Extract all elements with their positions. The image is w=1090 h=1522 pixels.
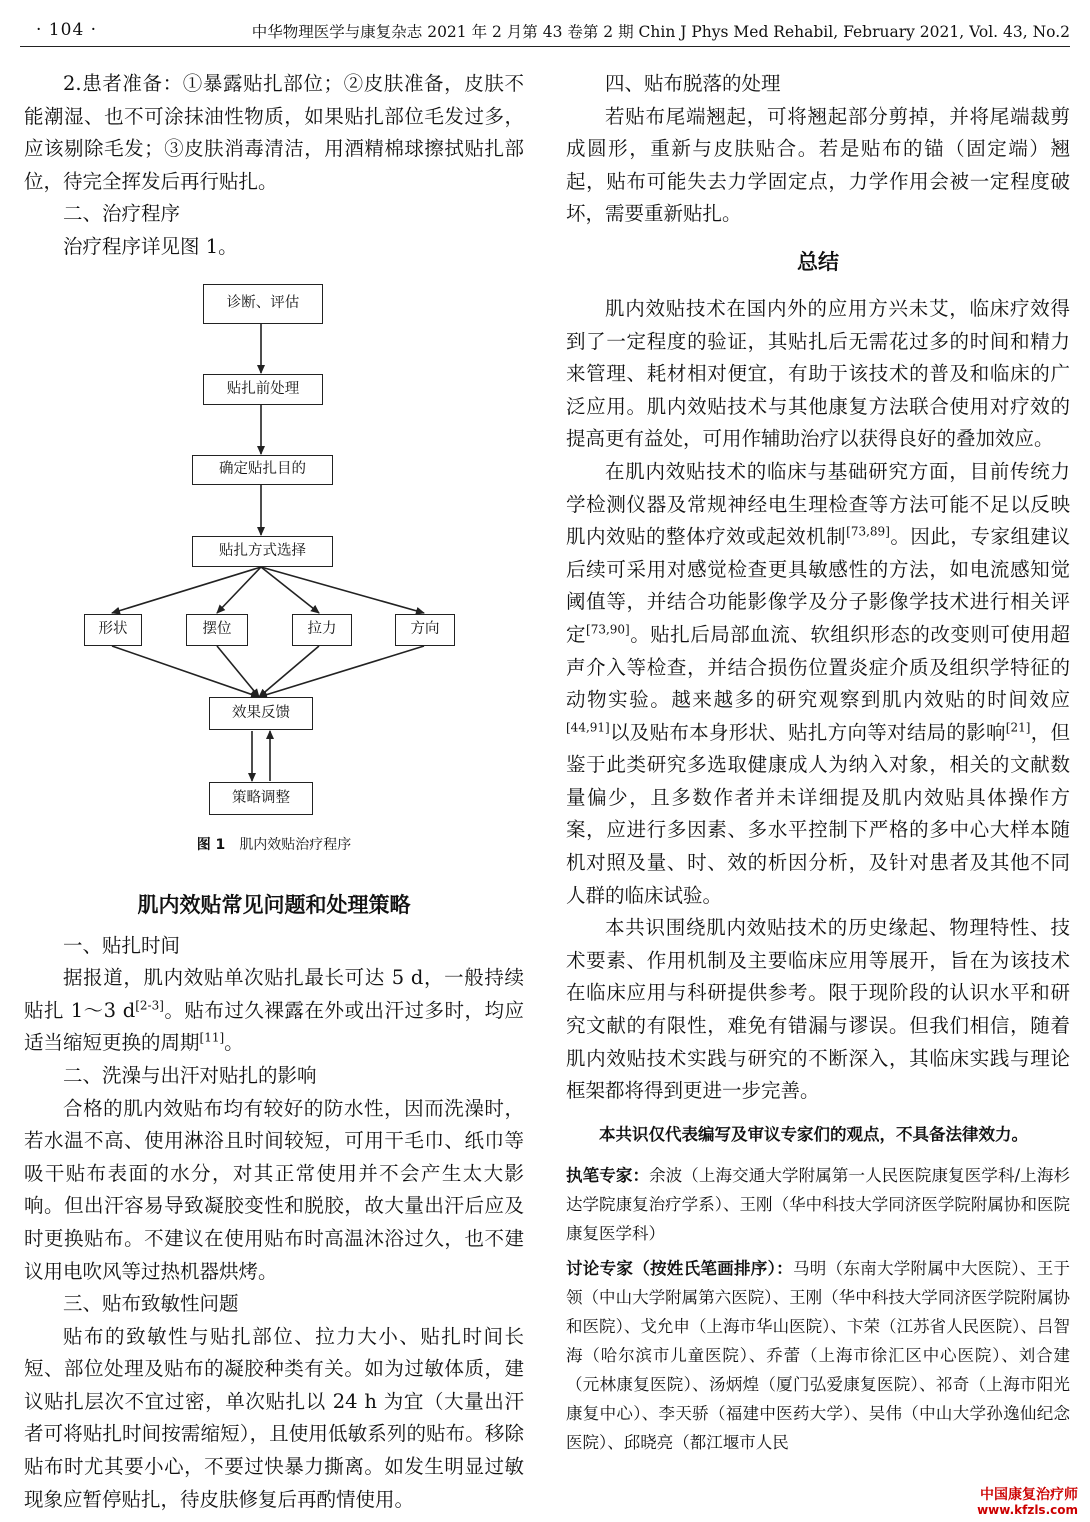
- q2-heading: 二、洗澡与出汗对贴扎的影响: [63, 1063, 317, 1087]
- q4-paragraph: 若贴布尾端翘起，可将翘起部分剪掉，并将尾端裁剪成圆形，重新与皮肤贴合。若是贴布的锚（固定端）翘起，贴布可能失去力学固定点，力学作用会被一定程度破坏，需要重新贴扎。: [566, 104, 1070, 226]
- q1-heading: 一、贴扎时间: [63, 933, 181, 957]
- summary-paragraph-1: 肌内效贴技术在国内外的应用方兴未艾，临床疗效得到了一定程度的验证，其贴扎后无需花过多的时间和精力来管理、耗材相对便宜，有助于该技术的普及和临床的广泛应用。肌内效贴技术与其他康复方法联合使用对疗效的提高更有益处，可用作辅助治疗以获得良好的叠加效应。: [566, 296, 1070, 451]
- authors-label: 执笔专家：: [566, 1165, 650, 1185]
- discussion-experts-block: [566, 1254, 1070, 1457]
- procedure-heading: 二、治疗程序: [63, 202, 181, 226]
- page-number: · 104 ·: [36, 20, 98, 40]
- arrow-direction-feedback: [259, 646, 424, 697]
- watermark: [977, 1488, 1078, 1518]
- q1-text-a: 据报道，肌内效贴单次贴扎最长可达 5 d，一般持续贴扎 1～3 d: [24, 966, 524, 1022]
- q1-paragraph: [24, 962, 524, 1060]
- node-shape: 形状: [84, 614, 142, 646]
- node-position: 摆位: [186, 614, 248, 646]
- s2-text-e: ，但鉴于此类研究多选取健康成人为纳入对象，相关的文献数量偏少，且多数作者并未详细提及肌内效贴具体操作方案，应进行多因素、多水平控制下严格的多中心大样本随机对照及量、时、效的析因分析，及针对患者及其他不同人群的临床试验。: [566, 720, 1070, 907]
- watermark-line-2: www.kfzls.com: [977, 1503, 1078, 1517]
- procedure-paragraph: 治疗程序详见图 1。: [63, 234, 238, 258]
- node-adjust: 策略调整: [209, 782, 313, 815]
- summary-paragraph-3: 本共识围绕肌内效贴技术的历史缘起、物理特性、技术要素、作用机制及主要临床应用等展开，旨在为该技术在临床应用与科研提供参考。限于现阶段的认识水平和研究文献的有限性，难免有错漏与谬误。但我们相信，随着肌内效贴技术实践与研究的不断深入，其临床实践与理论框架都将得到更进一步完善。: [566, 916, 1070, 1103]
- citation: [2-3]: [135, 998, 164, 1013]
- node-direction: 方向: [395, 614, 455, 646]
- node-method: 贴扎方式选择: [192, 536, 333, 567]
- arrow-shape-feedback: [112, 646, 259, 697]
- node-purpose: 确定贴扎目的: [192, 455, 333, 485]
- summary-paragraph-2: [566, 456, 1070, 912]
- watermark-line-1: 中国康复治疗师: [980, 1487, 1078, 1503]
- q1-text-c: 。: [224, 1031, 244, 1055]
- authors-block: [566, 1161, 1070, 1248]
- summary-title: 总结: [797, 249, 839, 274]
- node-diagnose: 诊断、评估: [203, 284, 323, 324]
- s2-text-c: 。贴扎后局部血流、软组织形态的改变则可使用超声介入等检查，并结合损伤位置炎症介质及组织学特征的动物实验。越来越多的研究观察到肌内效贴的时间效应: [566, 622, 1070, 712]
- figure-caption-text: 肌内效贴治疗程序: [239, 836, 352, 853]
- q4-heading: 四、贴布脱落的处理: [605, 72, 781, 95]
- node-tension: 拉力: [292, 614, 352, 646]
- q2-paragraph: 合格的肌内效贴布均有较好的防水性，因而洗澡时，若水温不高、使用淋浴且时间较短，可用干毛巾、纸巾等吸干贴布表面的水分，对其正常使用并不会产生太大影响。但出汗容易导致凝胶变性和脱胶，故大量出汗后应及时更换贴布。不建议在使用贴布时高温沐浴过久，也不建议用电吹风等过热机器烘烤。: [24, 1096, 524, 1283]
- citation: [21]: [1005, 720, 1031, 735]
- s2-text-b: 。因此，专家组建议后续可采用对感觉检查更具敏感性的方法，如电流感知觉阈值等，并结合功能影像学及分子影像学技术进行相关评定: [566, 525, 1070, 646]
- discussion-list: 马明（东南大学附属中大医院）、王于领（中山大学附属第六医院）、王刚（华中科技大学同济医学院附属协和医院）、戈允申（上海市华山医院）、卞荣（江苏省人民医院）、吕智海（哈尔滨市儿童医院）、乔蕾（上海市徐汇区中心医院）、刘合建（元林康复医院）、汤炳煌（厦门弘爱康复医院）、祁奇（上海市阳光康复中心）、李天骄（福建中医药大学）、吴伟（中山大学孙逸仙纪念医院）、邱晓亮（都江堰市人民: [566, 1258, 1071, 1452]
- arrow-method-tension: [261, 567, 319, 613]
- running-header: 中华物理医学与康复杂志 2021 年 2 月第 43 卷第 2 期 Chin J Phys Med Rehabil, February 2021, Vol. 43, No.2: [251, 23, 1070, 41]
- problems-section-title: 肌内效贴常见问题和处理策略: [137, 892, 411, 917]
- figure-caption: [24, 834, 524, 854]
- s2-text-d: 以及贴布本身形状、贴扎方向等对结局的影响: [609, 720, 1006, 744]
- citation: [11]: [199, 1030, 225, 1045]
- discussion-label: 讨论专家（按姓氏笔画排序）：: [566, 1258, 793, 1278]
- figure-label: 图 1: [196, 836, 226, 853]
- patient-prep-paragraph: 2.患者准备：①暴露贴扎部位；②皮肤准备，皮肤不能潮湿、也不可涂抹油性物质，如果贴扎部位毛发过多，应该剔除毛发；③皮肤消毒清洁，用酒精棉球擦拭贴扎部位，待完全挥发后再行贴扎。: [24, 72, 524, 193]
- arrow-method-direction: [261, 567, 424, 613]
- header-rule: [20, 46, 1070, 47]
- citation: [73,89]: [846, 524, 890, 539]
- citation: [44,91]: [566, 720, 610, 735]
- q3-heading: 三、贴布致敏性问题: [63, 1292, 239, 1316]
- q3-paragraph: 贴布的致敏性与贴扎部位、拉力大小、贴扎时间长短、部位处理及贴布的凝胶种类有关。如为过敏体质，建议贴扎层次不宜过密，单次贴扎以 24 h 为宜（大量出汗者可将贴扎时间按需缩短），且使用低敏系列的贴布。移除贴布时尤其要小心，不要过快暴力撕离。如发生明显过敏现象应暂停贴扎，待皮肤修复后再酌情使用。: [24, 1324, 524, 1511]
- right-column: [566, 68, 1070, 1457]
- procedure-flowchart: [24, 276, 524, 856]
- authors-list: 余波（上海交通大学附属第一人民医院康复医学科/上海杉达学院康复治疗学系）、王刚（华中科技大学同济医学院附属协和医院康复医学科）: [566, 1165, 1071, 1243]
- node-pretreat: 贴扎前处理: [203, 374, 323, 405]
- disclaimer: 本共识仅代表编写及审议专家们的观点，不具备法律效力。: [599, 1124, 1028, 1144]
- citation: [73,90]: [586, 622, 630, 637]
- q1-text-b: 。贴布过久裸露在外或出汗过多时，均应适当缩短更换的周期: [24, 998, 524, 1055]
- arrow-tension-feedback: [259, 646, 319, 697]
- s2-text-a: 在肌内效贴技术的临床与基础研究方面，目前传统力学检测仪器及常规神经电生理检查等方法可能不足以反映肌内效贴的整体疗效或起效机制: [566, 459, 1070, 549]
- left-column: [24, 68, 524, 1516]
- node-feedback: 效果反馈: [209, 697, 313, 730]
